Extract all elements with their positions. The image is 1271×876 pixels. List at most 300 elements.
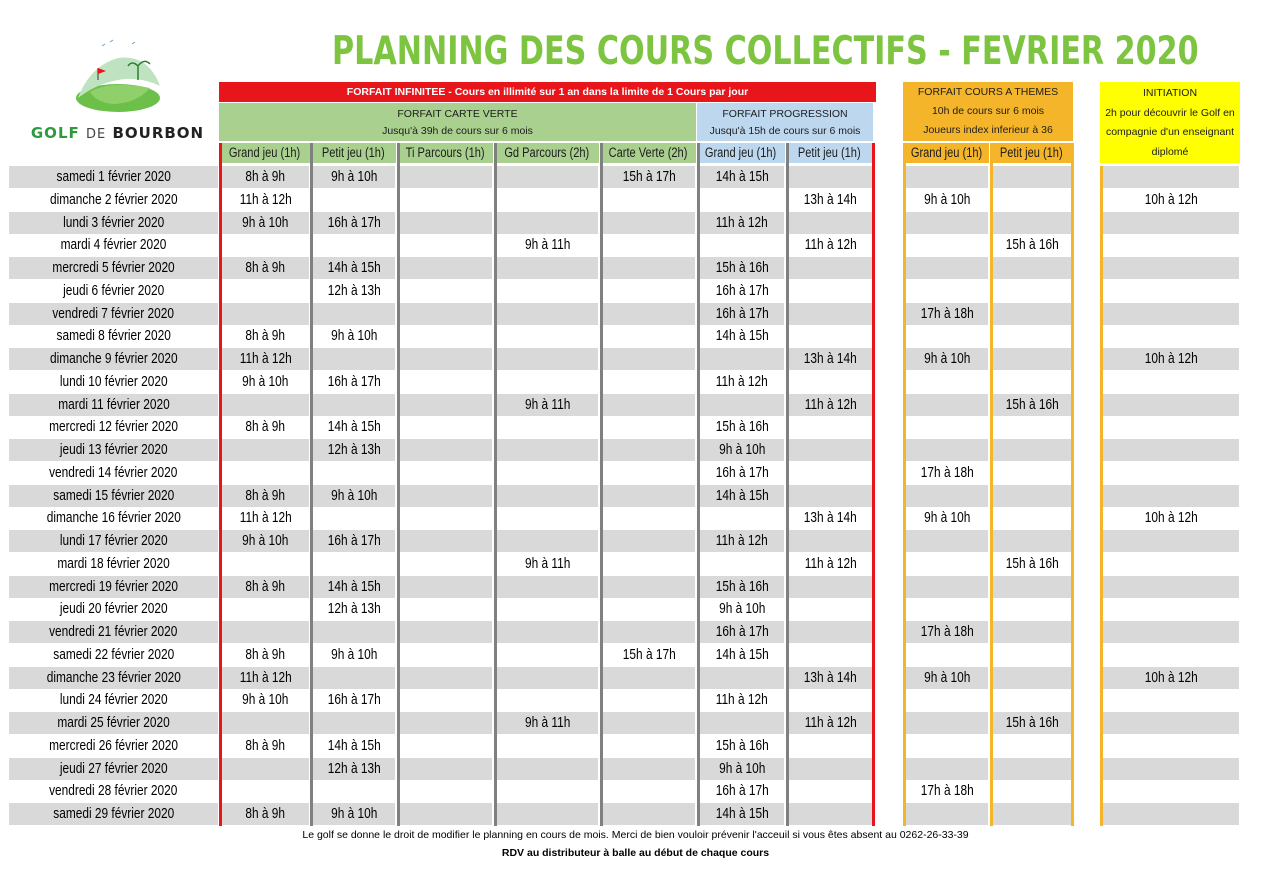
schedule-cell	[1103, 303, 1239, 325]
schedule-cell	[603, 598, 695, 620]
schedule-cell	[993, 439, 1072, 461]
schedule-cell	[906, 234, 988, 256]
row-date-label: lundi 3 février 2020	[62, 214, 165, 231]
schedule-cell	[222, 735, 309, 757]
schedule-cell	[603, 234, 695, 256]
column-header-label: Petit jeu (1h)	[798, 145, 861, 160]
row-date-label: lundi 24 février 2020	[59, 692, 168, 709]
row-date	[9, 416, 218, 438]
schedule-cell	[603, 485, 695, 507]
schedule-cell-time: 11h à 12h	[239, 510, 292, 527]
schedule-cell-time: 17h à 18h	[920, 464, 974, 481]
logo-golf: GOLF	[30, 124, 80, 142]
schedule-cell	[222, 189, 309, 211]
schedule-cell	[497, 485, 598, 507]
row-date	[9, 439, 218, 461]
schedule-cell	[222, 394, 309, 416]
row-date-label: mardi 25 février 2020	[57, 715, 170, 731]
schedule-cell	[700, 598, 784, 620]
schedule-cell	[906, 598, 988, 620]
schedule-cell	[700, 416, 784, 438]
column-divider	[697, 143, 700, 826]
schedule-cell-time: 17h à 18h	[920, 783, 974, 800]
schedule-cell	[700, 576, 784, 598]
row-date	[9, 325, 218, 347]
schedule-cell	[700, 325, 784, 347]
schedule-cell	[400, 485, 492, 507]
schedule-cell	[603, 348, 695, 370]
schedule-cell	[497, 280, 598, 302]
schedule-cell	[497, 234, 598, 256]
schedule-cell-time: 9h à 10h	[923, 510, 971, 527]
row-date-label: samedi 29 février 2020	[53, 806, 174, 822]
schedule-cell	[497, 803, 598, 825]
column-header-4	[494, 143, 599, 163]
schedule-cell-time: 9h à 11h	[524, 715, 571, 731]
schedule-cell	[789, 416, 872, 438]
schedule-cell	[906, 394, 988, 416]
schedule-cell	[993, 530, 1072, 552]
schedule-cell	[603, 394, 695, 416]
schedule-cell	[497, 598, 598, 620]
schedule-cell	[1103, 394, 1239, 416]
schedule-cell	[497, 212, 598, 234]
schedule-cell	[1103, 189, 1239, 211]
schedule-cell-time: 14h à 15h	[327, 737, 381, 754]
schedule-cell	[400, 462, 492, 484]
island-logo-icon	[20, 36, 215, 126]
row-date	[9, 189, 218, 211]
schedule-cell	[906, 644, 988, 666]
row-date-label: lundi 10 février 2020	[59, 373, 168, 390]
row-date-label: samedi 8 février 2020	[56, 328, 171, 345]
schedule-cell-time: 14h à 15h	[715, 169, 769, 185]
schedule-cell	[497, 394, 598, 416]
schedule-cell-time: 11h à 12h	[804, 555, 857, 572]
schedule-cell	[400, 644, 492, 666]
schedule-cell	[603, 212, 695, 234]
schedule-cell	[789, 553, 872, 575]
schedule-cell	[700, 280, 784, 302]
initiation-title: INITIATION	[1142, 87, 1198, 99]
schedule-cell	[993, 280, 1072, 302]
schedule-cell-time: 11h à 12h	[239, 669, 292, 686]
schedule-cell	[789, 735, 872, 757]
schedule-cell	[993, 553, 1072, 575]
schedule-cell	[906, 621, 988, 643]
schedule-cell	[313, 462, 395, 484]
schedule-cell	[497, 462, 598, 484]
column-divider	[872, 143, 875, 826]
schedule-cell	[1103, 462, 1239, 484]
schedule-cell	[1103, 621, 1239, 643]
row-date	[9, 507, 218, 529]
schedule-cell-time: 16h à 17h	[715, 783, 769, 800]
schedule-cell	[400, 735, 492, 757]
schedule-cell	[906, 507, 988, 529]
schedule-cell	[313, 712, 395, 734]
schedule-cell	[700, 507, 784, 529]
row-date	[9, 735, 218, 757]
column-header-label: Grand jeu (1h)	[910, 145, 983, 160]
schedule-cell-time: 9h à 10h	[923, 669, 971, 686]
schedule-cell-time: 15h à 16h	[1006, 715, 1059, 731]
schedule-cell	[789, 325, 872, 347]
schedule-cell	[993, 507, 1072, 529]
schedule-cell	[789, 576, 872, 598]
schedule-cell	[497, 166, 598, 188]
logo-text	[20, 124, 215, 142]
schedule-cell	[400, 416, 492, 438]
schedule-cell	[789, 758, 872, 780]
schedule-cell-time: 9h à 11h	[524, 396, 571, 413]
schedule-cell	[400, 257, 492, 279]
schedule-cell	[497, 712, 598, 734]
schedule-cell	[313, 553, 395, 575]
column-header-2	[310, 143, 396, 163]
schedule-cell-time: 16h à 17h	[715, 464, 769, 481]
schedule-cell-time: 12h à 13h	[327, 442, 381, 458]
schedule-cell	[222, 325, 309, 347]
schedule-cell	[400, 803, 492, 825]
row-date	[9, 348, 218, 370]
schedule-cell-time: 9h à 10h	[923, 191, 971, 208]
schedule-cell	[700, 439, 784, 461]
row-date-label: samedi 1 février 2020	[56, 169, 171, 185]
row-date-label: mercredi 5 février 2020	[52, 260, 175, 276]
schedule-cell	[603, 735, 695, 757]
schedule-cell	[603, 416, 695, 438]
schedule-cell	[1103, 689, 1239, 711]
schedule-cell	[603, 439, 695, 461]
schedule-cell-time: 8h à 9h	[245, 806, 286, 822]
schedule-cell	[993, 735, 1072, 757]
schedule-cell	[313, 530, 395, 552]
column-divider	[903, 143, 906, 826]
forfait-carte-verte-header	[219, 103, 696, 141]
schedule-cell	[497, 439, 598, 461]
schedule-cell	[789, 371, 872, 393]
schedule-cell	[993, 576, 1072, 598]
schedule-cell-time: 9h à 10h	[330, 169, 378, 185]
schedule-cell	[700, 758, 784, 780]
schedule-cell-time: 9h à 11h	[524, 555, 571, 572]
schedule-cell-time: 15h à 16h	[1006, 555, 1059, 572]
schedule-cell	[1103, 166, 1239, 188]
schedule-cell	[789, 394, 872, 416]
row-date	[9, 303, 218, 325]
schedule-cell	[222, 667, 309, 689]
schedule-cell	[603, 462, 695, 484]
column-header-label: Grand jeu (1h)	[228, 145, 301, 160]
schedule-cell	[222, 439, 309, 461]
schedule-cell	[222, 780, 309, 802]
schedule-cell	[400, 371, 492, 393]
schedule-cell	[603, 189, 695, 211]
row-date-label: mardi 11 février 2020	[57, 396, 170, 413]
schedule-cell	[789, 280, 872, 302]
schedule-cell	[313, 439, 395, 461]
schedule-cell	[222, 712, 309, 734]
row-date-label: mercredi 19 février 2020	[49, 578, 178, 595]
schedule-cell	[700, 780, 784, 802]
schedule-cell	[603, 621, 695, 643]
schedule-cell-time: 15h à 16h	[1006, 396, 1059, 413]
schedule-cell	[906, 462, 988, 484]
row-date	[9, 598, 218, 620]
column-divider	[219, 143, 222, 826]
schedule-cell	[222, 462, 309, 484]
schedule-cell	[222, 416, 309, 438]
schedule-cell	[993, 758, 1072, 780]
schedule-cell	[1103, 530, 1239, 552]
row-date	[9, 234, 218, 256]
column-divider	[786, 143, 789, 826]
schedule-cell	[313, 780, 395, 802]
schedule-cell	[789, 166, 872, 188]
schedule-cell	[497, 507, 598, 529]
schedule-cell-time: 9h à 10h	[718, 760, 766, 777]
row-date	[9, 371, 218, 393]
row-date	[9, 553, 218, 575]
schedule-cell	[222, 485, 309, 507]
row-date	[9, 712, 218, 734]
schedule-cell	[603, 712, 695, 734]
column-divider	[310, 143, 313, 826]
schedule-cell-time: 15h à 16h	[715, 737, 769, 754]
schedule-cell-time: 15h à 16h	[715, 419, 769, 436]
column-header-8	[903, 143, 989, 163]
schedule-cell	[603, 644, 695, 666]
schedule-cell	[497, 644, 598, 666]
schedule-cell-time: 10h à 12h	[1144, 191, 1198, 208]
row-date	[9, 667, 218, 689]
schedule-cell	[789, 712, 872, 734]
schedule-cell	[222, 576, 309, 598]
schedule-cell	[313, 621, 395, 643]
schedule-cell	[313, 644, 395, 666]
row-date-label: mercredi 12 février 2020	[49, 419, 178, 436]
schedule-cell	[789, 257, 872, 279]
schedule-cell-time: 9h à 10h	[242, 373, 289, 390]
schedule-cell	[906, 189, 988, 211]
schedule-cell-time: 8h à 9h	[245, 578, 286, 595]
schedule-cell	[906, 780, 988, 802]
schedule-cell	[993, 325, 1072, 347]
schedule-cell	[700, 621, 784, 643]
column-header-6	[697, 143, 785, 163]
row-date	[9, 644, 218, 666]
schedule-cell	[400, 303, 492, 325]
schedule-cell	[603, 780, 695, 802]
schedule-cell	[400, 758, 492, 780]
schedule-cell	[993, 803, 1072, 825]
schedule-cell	[1103, 803, 1239, 825]
schedule-cell	[993, 644, 1072, 666]
schedule-cell-time: 8h à 9h	[245, 169, 286, 185]
schedule-cell	[789, 485, 872, 507]
themes-subtitle: 10h de cours sur 6 mois	[931, 105, 1045, 117]
schedule-cell	[313, 234, 395, 256]
column-divider	[494, 143, 497, 826]
schedule-cell	[400, 689, 492, 711]
forfait-progression-header	[697, 103, 873, 141]
initiation-line-3: compagnie d'un enseignant	[1105, 126, 1235, 138]
schedule-cell	[400, 780, 492, 802]
schedule-cell-time: 10h à 12h	[1144, 669, 1198, 686]
schedule-cell	[993, 394, 1072, 416]
schedule-cell	[313, 576, 395, 598]
schedule-cell	[993, 621, 1072, 643]
schedule-cell-time: 9h à 10h	[923, 351, 971, 367]
schedule-cell	[400, 394, 492, 416]
schedule-cell	[700, 735, 784, 757]
schedule-cell	[400, 189, 492, 211]
schedule-cell-time: 16h à 17h	[715, 305, 769, 322]
schedule-cell-time: 9h à 10h	[718, 601, 766, 618]
schedule-cell	[906, 758, 988, 780]
schedule-cell	[700, 553, 784, 575]
schedule-cell	[313, 325, 395, 347]
schedule-cell	[313, 212, 395, 234]
row-date	[9, 212, 218, 234]
schedule-cell	[1103, 553, 1239, 575]
schedule-cell	[906, 280, 988, 302]
schedule-cell	[400, 348, 492, 370]
row-date-label: mardi 18 février 2020	[57, 555, 170, 572]
schedule-cell	[700, 189, 784, 211]
row-date-label: vendredi 28 février 2020	[49, 783, 178, 800]
schedule-cell	[222, 621, 309, 643]
schedule-cell-time: 14h à 15h	[327, 578, 381, 595]
schedule-cell	[1103, 234, 1239, 256]
column-header-label: Gd Parcours (2h)	[504, 145, 589, 160]
schedule-cell-time: 9h à 10h	[242, 692, 289, 709]
schedule-cell	[700, 394, 784, 416]
schedule-cell-time: 16h à 17h	[327, 692, 381, 709]
column-divider	[1071, 143, 1074, 826]
schedule-cell	[1103, 212, 1239, 234]
schedule-cell-time: 15h à 16h	[1006, 237, 1059, 254]
row-date	[9, 780, 218, 802]
schedule-cell	[1103, 735, 1239, 757]
schedule-cell-time: 8h à 9h	[245, 737, 286, 754]
schedule-cell-time: 10h à 12h	[1144, 351, 1198, 367]
row-date-label: jeudi 13 février 2020	[59, 442, 168, 458]
schedule-cell	[313, 416, 395, 438]
column-divider	[397, 143, 400, 826]
row-date-label: dimanche 9 février 2020	[49, 351, 178, 367]
schedule-cell	[700, 712, 784, 734]
schedule-cell-time: 9h à 11h	[524, 237, 571, 254]
schedule-cell	[906, 325, 988, 347]
schedule-cell	[789, 507, 872, 529]
schedule-cell-time: 8h à 9h	[245, 419, 286, 436]
schedule-cell	[1103, 598, 1239, 620]
row-date-label: jeudi 6 février 2020	[62, 282, 165, 299]
schedule-cell	[603, 257, 695, 279]
schedule-cell	[789, 189, 872, 211]
schedule-cell	[993, 485, 1072, 507]
schedule-cell	[222, 530, 309, 552]
schedule-cell-time: 11h à 12h	[715, 692, 769, 709]
row-date-label: dimanche 16 février 2020	[46, 510, 181, 527]
schedule-cell	[313, 394, 395, 416]
schedule-cell	[313, 598, 395, 620]
schedule-cell	[789, 212, 872, 234]
golf-de-bourbon-logo	[20, 36, 215, 151]
schedule-cell	[700, 803, 784, 825]
footer-notice: Le golf se donne le droit de modifier le planning en cours de mois. Merci de bien vouloir prévenir l'acceuil si vous êtes absent au 0262-26-33-39	[302, 829, 969, 841]
schedule-cell	[313, 348, 395, 370]
schedule-cell	[497, 371, 598, 393]
row-date	[9, 280, 218, 302]
schedule-cell-time: 11h à 12h	[715, 214, 769, 231]
schedule-cell	[222, 507, 309, 529]
row-date	[9, 803, 218, 825]
initiation-header	[1100, 82, 1240, 163]
schedule-cell	[993, 166, 1072, 188]
schedule-cell-time: 14h à 15h	[327, 260, 381, 276]
schedule-cell-time: 17h à 18h	[920, 624, 974, 640]
schedule-cell	[1103, 576, 1239, 598]
row-date-label: dimanche 23 février 2020	[46, 669, 181, 686]
schedule-cell	[906, 803, 988, 825]
schedule-cell	[313, 735, 395, 757]
schedule-cell-time: 15h à 16h	[715, 260, 769, 276]
schedule-cell	[993, 189, 1072, 211]
schedule-cell	[700, 348, 784, 370]
schedule-cell	[497, 576, 598, 598]
schedule-cell	[603, 280, 695, 302]
column-header-3	[397, 143, 493, 163]
schedule-cell-time: 16h à 17h	[715, 624, 769, 640]
schedule-cell	[222, 758, 309, 780]
schedule-cell	[789, 234, 872, 256]
initiation-line-4: diplomé	[1151, 145, 1189, 158]
schedule-cell	[700, 462, 784, 484]
schedule-cell-time: 12h à 13h	[327, 601, 381, 618]
schedule-cell	[789, 689, 872, 711]
schedule-cell	[1103, 371, 1239, 393]
schedule-cell	[603, 803, 695, 825]
schedule-cell	[906, 166, 988, 188]
schedule-cell	[497, 530, 598, 552]
schedule-cell	[789, 598, 872, 620]
schedule-cell	[1103, 325, 1239, 347]
schedule-cell	[700, 644, 784, 666]
schedule-cell	[222, 303, 309, 325]
logo-de: DE	[85, 127, 107, 142]
schedule-cell-time: 11h à 12h	[239, 191, 292, 208]
schedule-cell	[1103, 780, 1239, 802]
schedule-cell	[313, 189, 395, 211]
schedule-cell	[313, 803, 395, 825]
row-date	[9, 689, 218, 711]
schedule-cell	[906, 576, 988, 598]
schedule-cell	[906, 667, 988, 689]
schedule-cell	[497, 553, 598, 575]
schedule-cell	[700, 166, 784, 188]
schedule-cell	[700, 530, 784, 552]
schedule-cell	[400, 553, 492, 575]
schedule-cell-time: 16h à 17h	[327, 373, 381, 390]
schedule-cell	[993, 303, 1072, 325]
row-date	[9, 621, 218, 643]
schedule-cell-time: 9h à 10h	[242, 533, 289, 549]
schedule-cell	[222, 803, 309, 825]
schedule-cell	[222, 689, 309, 711]
